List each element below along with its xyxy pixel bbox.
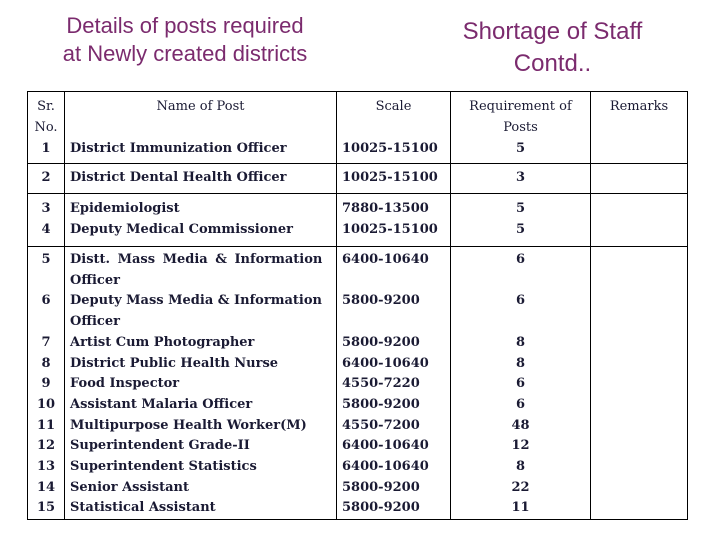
sr-value: 10 [36, 396, 56, 412]
req-value: 8 [515, 355, 526, 371]
req-header-line-2: Posts [503, 120, 538, 135]
remarks-header: Remarks [609, 99, 669, 114]
sr-value: 2 [28, 164, 65, 194]
post-name: Deputy Mass Media & Information [70, 293, 322, 309]
name-cell [65, 194, 337, 247]
sr-value: 8 [41, 355, 51, 371]
req-value: 11 [511, 500, 530, 516]
req-value: 6 [515, 396, 526, 412]
name-cell [65, 247, 337, 520]
post-name: Officer [70, 314, 120, 330]
post-name: Senior Assistant [70, 479, 189, 495]
req-value: 5 [515, 221, 526, 237]
req-value: 6 [515, 293, 526, 309]
post-name: Superintendent Grade-II [70, 438, 250, 454]
post-name: District Dental Health Officer [65, 164, 337, 194]
table-row [28, 194, 688, 247]
scale-cell [337, 92, 451, 164]
scale-value: 7880-13500 [342, 201, 429, 216]
scale-value: 5800-9200 [342, 293, 420, 309]
name-cell [65, 92, 337, 164]
title-left-line-1: Details of posts required [66, 13, 304, 38]
scale-value: 5800-9200 [342, 396, 420, 412]
scale-value: 10025-15100 [342, 141, 438, 156]
sr-header-line-1: Sr. [37, 99, 55, 114]
sr-value: 1 [41, 141, 51, 156]
post-name: Multipurpose Health Worker(M) [70, 417, 307, 433]
sr-cell [28, 194, 65, 247]
remarks-cell [591, 92, 688, 164]
scale-value: 6400-10640 [342, 438, 429, 454]
req-value: 22 [511, 479, 530, 495]
scale-value: 4550-7200 [342, 417, 420, 433]
post-name: Superintendent Statistics [70, 459, 257, 475]
sr-value: 4 [41, 221, 51, 237]
remarks-value [591, 164, 688, 194]
scale-value: 6400-10640 [342, 459, 429, 475]
sr-value: 15 [36, 500, 56, 516]
sr-value [33, 271, 59, 292]
req-value [456, 271, 585, 292]
req-cell [451, 247, 591, 520]
scale-value: 6400-10640 [342, 252, 429, 267]
scale-value: 5800-9200 [342, 334, 420, 350]
scale-cell [337, 247, 451, 520]
table-row [28, 247, 688, 520]
post-name: Deputy Medical Commissioner [70, 221, 293, 237]
name-header: Name of Post [156, 99, 245, 114]
table-row [28, 164, 688, 194]
req-header-line-1: Requirement of [469, 99, 572, 114]
scale-value: 6400-10640 [342, 355, 429, 371]
sr-header-line-2: No. [34, 120, 58, 135]
post-name: Assistant Malaria Officer [70, 396, 253, 412]
title-left-line-2: at Newly created districts [62, 41, 308, 66]
req-value: 8 [515, 334, 526, 350]
sr-value: 7 [41, 334, 51, 350]
sr-value: 9 [41, 376, 51, 392]
sr-cell [28, 92, 65, 164]
req-value: 5 [515, 141, 526, 156]
post-name: District Immunization Officer [70, 141, 287, 156]
post-name: Food Inspector [70, 376, 180, 392]
scale-value: 10025-15100 [342, 221, 438, 237]
req-cell [451, 194, 591, 247]
req-value: 3 [451, 164, 591, 194]
page-title-left [20, 12, 350, 68]
sr-value: 6 [41, 293, 51, 309]
scale-header: Scale [375, 99, 412, 114]
scale-value: 10025-15100 [337, 164, 451, 194]
scale-cell [337, 194, 451, 247]
post-name: Statistical Assistant [70, 500, 216, 516]
remarks-value [591, 247, 688, 520]
sr-value [33, 312, 59, 333]
sr-value: 12 [36, 438, 56, 454]
req-value: 8 [515, 459, 526, 475]
req-value: 12 [511, 438, 530, 454]
scale-value [342, 312, 445, 333]
post-name: District Public Health Nurse [70, 355, 279, 371]
sr-value: 13 [36, 459, 56, 475]
scale-value: 5800-9200 [342, 479, 420, 495]
req-value: 6 [515, 252, 526, 267]
req-value: 5 [515, 201, 526, 216]
sr-value: 14 [36, 479, 56, 495]
req-cell [451, 92, 591, 164]
sr-cell [28, 247, 65, 520]
sr-value: 11 [36, 417, 56, 433]
page-title-right [430, 16, 675, 80]
title-right-line-1: Shortage of Staff [462, 18, 643, 45]
table-row [28, 92, 688, 164]
sr-value: 5 [41, 252, 51, 267]
req-value [456, 312, 585, 333]
scale-value: 4550-7220 [342, 376, 420, 392]
post-name: Artist Cum Photographer [70, 334, 255, 350]
title-right-line-2: Contd.. [513, 50, 592, 77]
req-value: 6 [515, 376, 526, 392]
sr-value: 3 [41, 201, 51, 216]
posts-table [27, 91, 688, 520]
remarks-value [591, 194, 688, 247]
post-name: Officer [70, 272, 120, 288]
post-name: Distt. Mass Media & Information [70, 252, 323, 267]
scale-value: 5800-9200 [342, 500, 420, 516]
scale-value [342, 271, 445, 292]
post-name: Epidemiologist [70, 201, 180, 216]
req-value: 48 [511, 417, 530, 433]
